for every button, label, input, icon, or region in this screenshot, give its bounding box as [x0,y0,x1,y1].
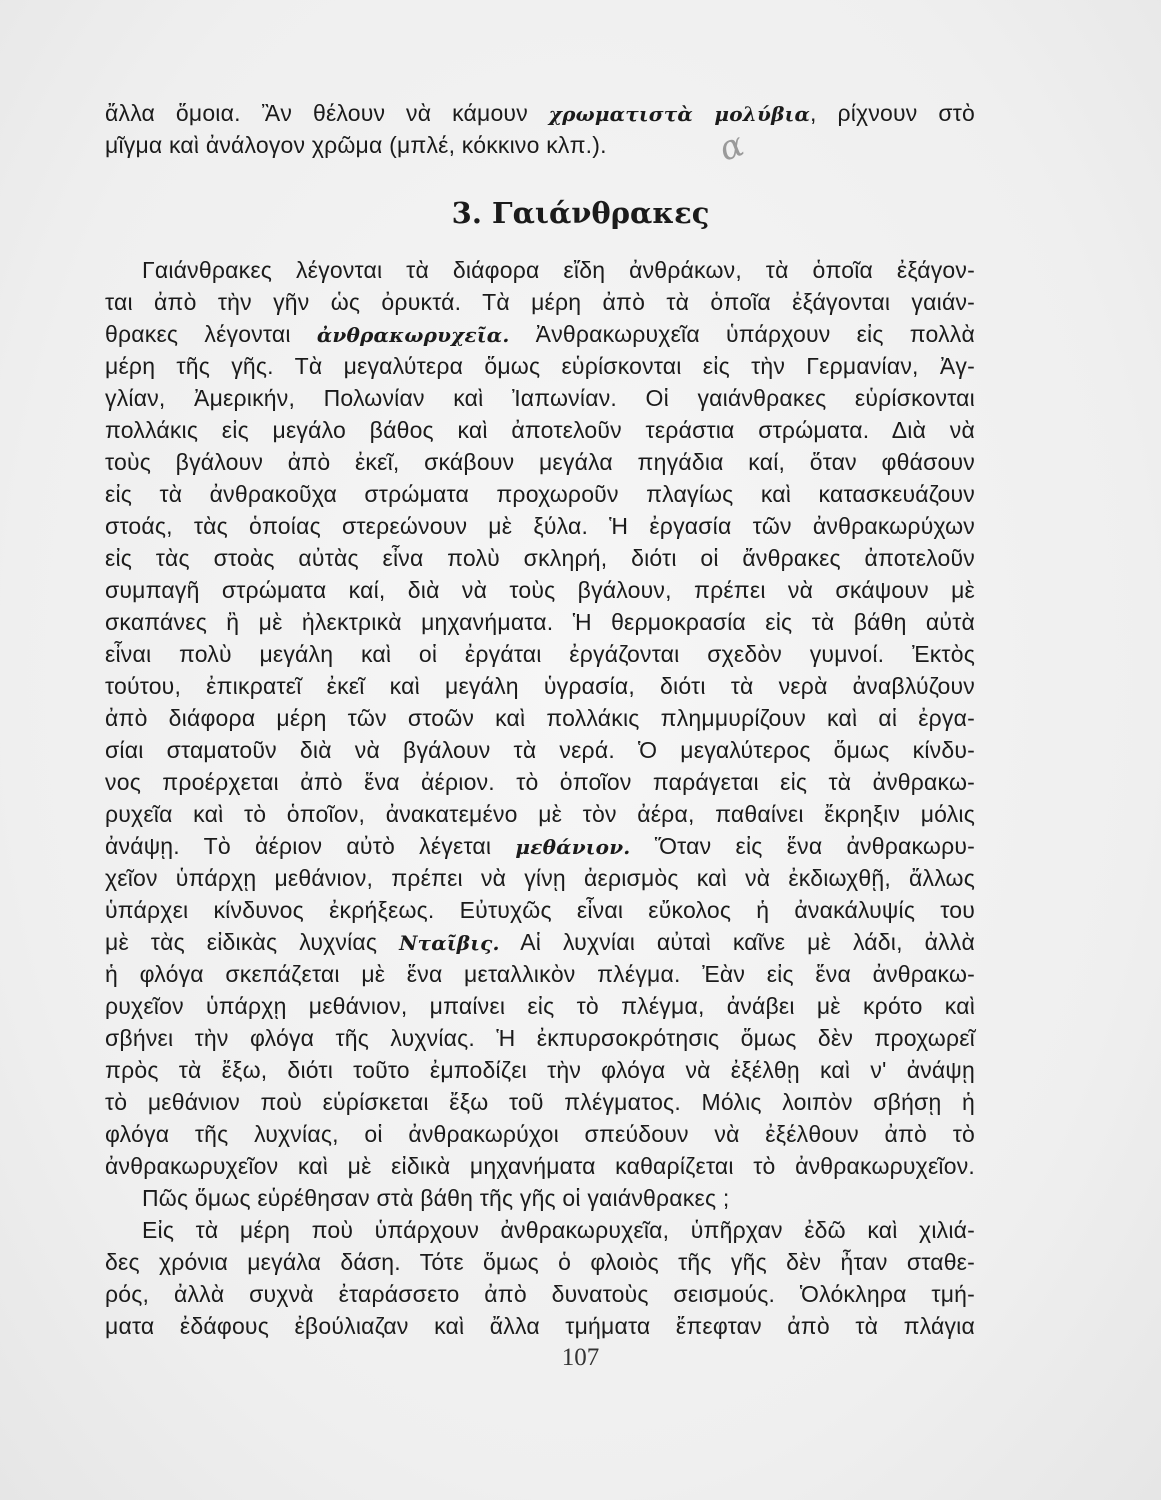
text-segment: Γαιάνθρακες λέγονται τὰ διάφορα εἴδη ἀνθράκων, τὰ ὁποῖα ἐξάγον- [142,257,975,283]
text-segment: ἀνθρακωρυχεῖον καὶ μὲ εἰδικὰ μηχανήματα καθαρίζεται τὸ ἀνθρακωρυχεῖον. [105,1153,975,1179]
text-segment: ἀνάψῃ. Τὸ ἀέριον αὐτὸ λέγεται [105,833,516,859]
text-segment: πρὸς τὰ ἔξω, διότι τοῦτο ἐμποδίζει τὴν φλόγα νὰ ἐξέλθῃ καὶ ν' ἀνάψῃ [105,1057,975,1083]
text-line [105,639,975,669]
text-segment: Πῶς ὅμως εὑρέθησαν στὰ βάθη τῆς γῆς οἱ γαιάνθρακες ; [142,1185,730,1211]
emphasized-term: μεθάνιον. [515,835,631,859]
text-segment: Ὅταν εἰς ἕνα ἀνθρακωρυ- [630,833,975,859]
text-segment: θρακες λέγονται [105,321,317,347]
text-line [105,479,975,509]
text-segment: μὲ τὰς εἰδικὰς λυχνίας [105,929,400,955]
text-segment: Ἀνθρακωρυχεῖα ὑπάρχουν εἰς πολλὰ [509,321,975,347]
text-segment: σβήνει τὴν φλόγα τῆς λυχνίας. Ἡ ἐκπυρσοκρότησις ὅμως δὲν προχωρεῖ [105,1025,975,1051]
text-line [105,1023,975,1053]
text-line [105,447,975,477]
text-segment: μέρη τῆς γῆς. Τὰ μεγαλύτερα ὅμως εὑρίσκονται εἰς τὴν Γερμανίαν, Ἀγ- [105,353,975,379]
text-segment: εἰς τὰ ἀνθρακοῦχα στρώματα προχωροῦν πλαγίως καὶ κατασκευάζουν [105,481,975,507]
text-line [105,351,975,381]
text-line [105,383,975,413]
text-line [105,1279,975,1309]
emphasized-term: ἀνθρακωρυχεῖα. [316,323,510,347]
text-line [105,1055,975,1085]
text-segment: φλόγα τῆς λυχνίας, οἱ ἀνθρακωρύχοι σπεύδουν νὰ ἐξέλθουν ἀπὸ τὸ [105,1121,975,1147]
text-segment: Αἱ λυχνίαι αὐταὶ καῖνε μὲ λάδι, ἀλλὰ [499,929,975,955]
text-line [105,927,975,957]
text-segment: Εἰς τὰ μέρη ποὺ ὑπάρχουν ἀνθρακωρυχεῖα, ὑπῆρχαν ἐδῶ καὶ χιλιά- [142,1217,975,1243]
text-line [105,767,975,797]
text-segment: δες χρόνια μεγάλα δάση. Τότε ὅμως ὁ φλοιὸς τῆς γῆς δὲν ἦταν σταθε- [105,1249,975,1275]
text-segment: ἄλλα ὅμοια. Ἂν θέλουν νὰ κάμουν [105,100,549,126]
text-segment: σκαπάνες ἢ μὲ ἠλεκτρικὰ μηχανήματα. Ἡ θερμοκρασία εἰς τὰ βάθη αὐτὰ [105,609,975,635]
text-line [105,1119,975,1149]
text-segment: τοὺς βγάλουν ἀπὸ ἐκεῖ, σκάβουν μεγάλα πηγάδια καί, ὅταν φθάσουν [105,449,975,475]
text-line [105,1151,975,1181]
text-segment: εἰς τὰς στοὰς αὐτὰς εἶνα πολὺ σκληρή, διότι οἱ ἄνθρακες ἀποτελοῦν [105,545,975,571]
text-line [105,319,975,349]
text-line [105,1311,975,1341]
text-segment: ρυχεῖον ὑπάρχῃ μεθάνιον, μπαίνει εἰς τὸ πλέγμα, ἀνάβει μὲ κρότο καὶ [105,993,975,1019]
text-segment: μῖγμα καὶ ἀνάλογον χρῶμα (μπλέ, κόκκινο κλπ.). [105,132,607,158]
text-line [105,130,975,160]
text-line [105,1215,975,1245]
text-segment: ρός, ἀλλὰ συχνὰ ἐταράσσετο ἀπὸ δυνατοὺς σεισμούς. Ὁλόκληρα τμή- [105,1281,975,1307]
text-segment: στοάς, τὰς ὁποίας στερεώνουν μὲ ξύλα. Ἡ ἐργασία τῶν ἀνθρακωρύχων [105,513,975,539]
text-line [105,287,975,317]
text-line [105,1247,975,1277]
text-line [105,703,975,733]
emphasized-term: χρωματιστὰ μολύβια [548,102,811,126]
text-line [105,511,975,541]
text-line [105,991,975,1021]
text-line [105,959,975,989]
section-heading: 3. Γαιάνθρακες [451,196,710,230]
text-segment: πολλάκις εἰς μεγάλο βάθος καὶ ἀποτελοῦν τεράστια στρώματα. Διὰ νὰ [105,417,975,443]
text-segment: συμπαγῆ στρώματα καί, διὰ νὰ τοὺς βγάλουν, πρέπει νὰ σκάψουν μὲ [105,577,975,603]
text-segment: εἶναι πολὺ μεγάλη καὶ οἱ ἐργάται ἐργάζονται σχεδὸν γυμνοί. Ἐκτὸς [105,641,975,667]
text-line [105,1087,975,1117]
text-segment: γλίαν, Ἀμερικήν, Πολωνίαν καὶ Ἰαπωνίαν. Οἱ γαιάνθρακες εὑρίσκονται [105,385,975,411]
text-segment: ὑπάρχει κίνδυνος ἐκρήξεως. Εὐτυχῶς εἶναι εὔκολος ἡ ἀνακάλυψίς του [105,897,975,923]
text-line [105,799,975,829]
page-number: 107 [561,1344,600,1371]
text-line [105,831,975,861]
text-line [105,98,975,128]
text-segment: νος προέρχεται ἀπὸ ἕνα ἀέριον. τὸ ὁποῖον παράγεται εἰς τὰ ἀνθρακω- [105,769,975,795]
text-line [105,415,975,445]
text-line [105,863,975,893]
text-line [105,543,975,573]
text-segment: ἀπὸ διάφορα μέρη τῶν στοῶν καὶ πολλάκις πλημμυρίζουν καὶ αἱ ἐργα- [105,705,975,731]
text-line [105,735,975,765]
text-segment: ματα ἐδάφους ἐβούλιαζαν καὶ ἄλλα τμήματα ἔπεφταν ἀπὸ τὰ πλάγια [105,1313,975,1339]
text-segment: τὸ μεθάνιον ποὺ εὑρίσκεται ἔξω τοῦ πλέγματος. Μόλις λοιπὸν σβήσῃ ἡ [105,1089,975,1115]
text-line [105,607,975,637]
text-line [105,1183,975,1213]
text-segment: τούτου, ἐπικρατεῖ ἐκεῖ καὶ μεγάλη ὑγρασία, διότι τὰ νερὰ ἀναβλύζουν [105,673,975,699]
text-segment: ρυχεῖα καὶ τὸ ὁποῖον, ἀνακατεμένο μὲ τὸν ἀέρα, παθαίνει ἔκρηξιν μόλις [105,801,975,827]
text-line [105,255,975,285]
text-line [105,575,975,605]
text-segment: , ρίχνουν στὸ [810,100,975,126]
emphasized-term: Νταῖβις. [399,931,500,955]
text-segment: σίαι σταματοῦν διὰ νὰ βγάλουν τὰ νερά. Ὁ μεγαλύτερος ὅμως κίνδυ- [105,737,975,763]
text-line [105,895,975,925]
text-segment: ται ἀπὸ τὴν γῆν ὡς ὀρυκτά. Τὰ μέρη ἀπὸ τὰ ὁποῖα ἐξάγονται γαιάν- [105,289,975,315]
text-segment: χεῖον ὑπάρχῃ μεθάνιον, πρέπει νὰ γίνῃ ἀερισμὸς καὶ νὰ ἐκδιωχθῇ, ἄλλως [105,865,975,891]
text-line [105,671,975,701]
text-segment: ἡ φλόγα σκεπάζεται μὲ ἕνα μεταλλικὸν πλέγμα. Ἐὰν εἰς ἕνα ἀνθρακω- [105,961,975,987]
handwritten-mark: α [713,124,750,170]
